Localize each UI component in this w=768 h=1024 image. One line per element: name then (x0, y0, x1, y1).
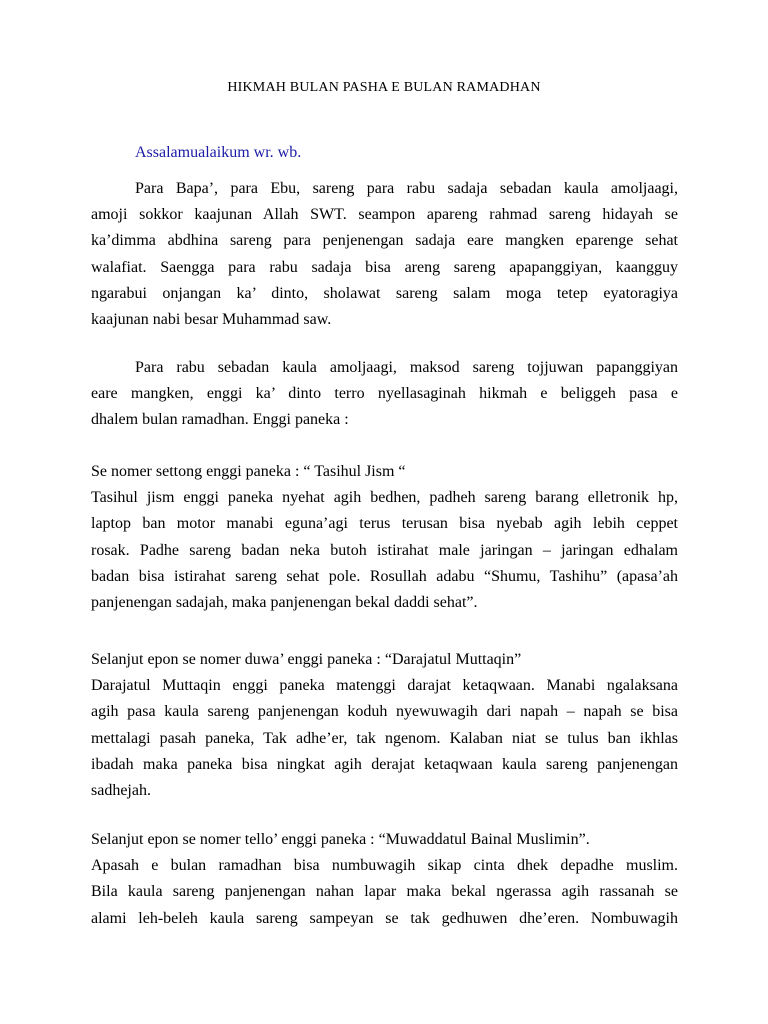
section-heading-line: Selanjut epon se nomer duwa’ enggi paneka : “Darajatul Muttaqin” (91, 651, 522, 668)
paragraph-line: Tasihul jism enggi paneka nyehat agih bedhen, padheh sareng barang elletronik hp, (91, 489, 678, 507)
paragraph-opening (91, 176, 678, 333)
paragraph-muwaddatul-bainal-muslimin (91, 827, 678, 932)
paragraph-line: ibadah maka paneka bisa ningkat agih derajat ketaqwaan kaula sareng panjenengan (91, 755, 678, 773)
paragraph-intent (91, 355, 678, 434)
section-heading-line: Se nomer settong enggi paneka : “ Tasihul Jism “ (91, 463, 406, 480)
paragraph-line: Para rabu sebadan kaula amoljaagi, maksod sareng tojjuwan papanggiyan (135, 359, 678, 376)
paragraph-line: rosak. Padhe sareng badan neka butoh istirahat male jaringan – jaringan edhalam (91, 541, 678, 559)
paragraph-line: eare mangken, enggi ka’ dinto terro nyellasaginah hikmah e beliggeh pasa e (91, 385, 678, 403)
paragraph-line: Para Bapa’, para Ebu, sareng para rabu sadaja sebadan kaula amoljaagi, (135, 180, 678, 197)
paragraph-line: alami leh-beleh kaula sareng sampeyan se tak gedhuwen dhe’eren. Nombuwagih (91, 909, 678, 927)
paragraph-line: agih pasa kaula sareng panjenengan koduh nyewuwagih dari napah – napah se bisa (91, 703, 678, 721)
paragraph-line: ngarabui onjangan ka’ dinto, sholawat sareng salam moga tetep eyatoragiya (91, 284, 678, 302)
section-heading-line: Selanjut epon se nomer tello’ enggi paneka : “Muwaddatul Bainal Muslimin”. (91, 831, 590, 848)
paragraph-line: amoji sokkor kaajunan Allah SWT. seampon apareng rahmad sareng hidayah se (91, 206, 678, 224)
paragraph-line: mettalagi pasah paneka, Tak adhe’er, tak ngenom. Kalaban niat se tulus ban ikhlas (91, 729, 678, 747)
paragraph-line: Bila kaula sareng panjenengan nahan lapar maka bekal ngerassa agih rassanah se (91, 883, 678, 901)
paragraph-line: walafiat. Saengga para rabu sadaja bisa areng sareng apapanggiyan, kaangguy (91, 258, 678, 276)
greeting-line: Assalamualaikum wr. wb. (135, 144, 302, 161)
paragraph-line: Apasah e bulan ramadhan bisa numbuwagih sikap cinta dhek depadhe muslim. (91, 857, 678, 875)
paragraph-darajatul-muttaqin (91, 647, 678, 804)
document-title: HIKMAH BULAN PASHA E BULAN RAMADHAN (227, 80, 541, 95)
paragraph-line: laptop ban motor manabi eguna’agi terus terusan bisa nyebab agih lebih ceppet (91, 515, 678, 533)
paragraph-tasihul-jism (91, 459, 678, 616)
paragraph-line: panjenengan sadajah, maka panjenengan bekal daddi sehat”. (91, 593, 478, 611)
paragraph-line: ka’dimma abdhina sareng para penjenengan sadaja eare mangken eparenge sehat (91, 232, 678, 250)
paragraph-line: Darajatul Muttaqin enggi paneka matenggi darajat ketaqwaan. Manabi ngalaksana (91, 677, 678, 695)
paragraph-line: sadhejah. (91, 781, 151, 799)
paragraph-line: kaajunan nabi besar Muhammad saw. (91, 310, 332, 328)
paragraph-line: badan bisa istirahat sareng sehat pole. Rosullah adabu “Shumu, Tashihu” (apasa’ah (91, 567, 678, 585)
paragraph-line: dhalem bulan ramadhan. Enggi paneka : (91, 411, 349, 429)
